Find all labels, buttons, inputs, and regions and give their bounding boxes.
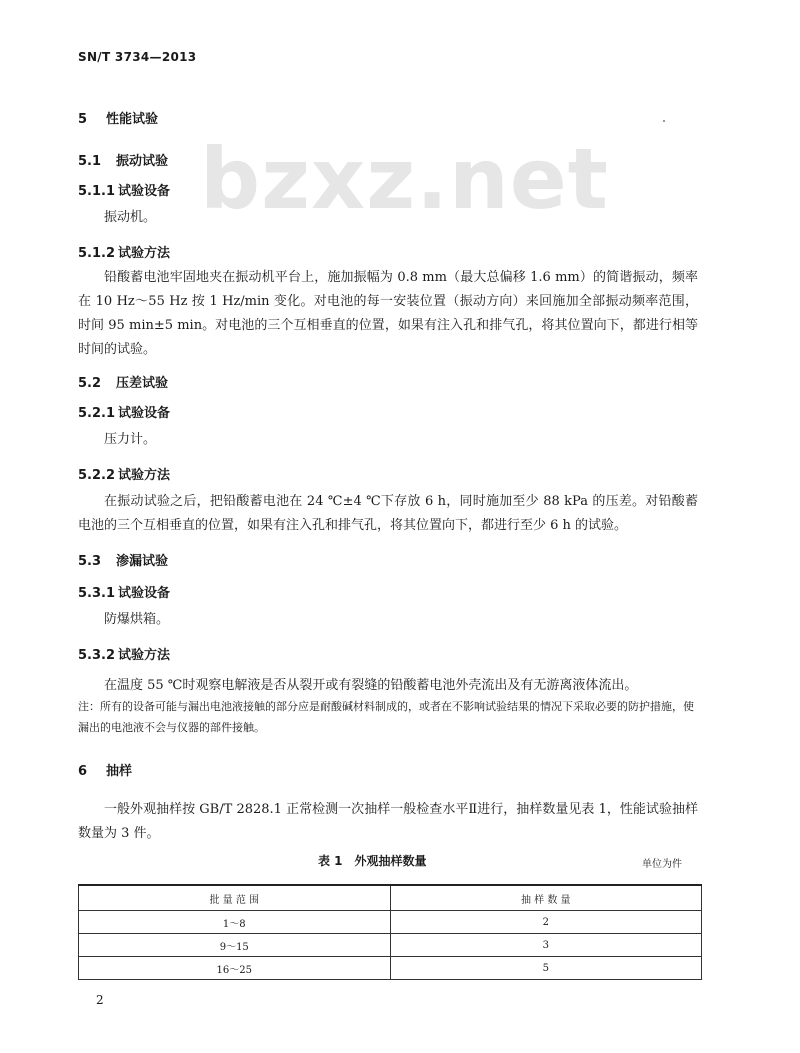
section-5-2-heading bbox=[78, 372, 168, 391]
section-number: 5.2.2 bbox=[78, 468, 116, 483]
note-text: 注：所有的设备可能与漏出电池液接触的部分应是耐酸碱材料制成的，或者在不影响试验结果的情况下采取必要的防护措施，使漏出的电池液不会与仪器的部件接触。 bbox=[78, 700, 694, 734]
section-title: 压差试验 bbox=[116, 376, 169, 391]
table-unit: 单位为件 bbox=[642, 859, 682, 870]
section-title: 振动试验 bbox=[116, 154, 169, 169]
cell-sample-count: 5 bbox=[390, 957, 702, 980]
header-batch-range: 批 量 范 围 bbox=[79, 885, 391, 911]
section-number: 5.3.2 bbox=[78, 648, 116, 663]
section-5-1-2-body: 铅酸蓄电池牢固地夹在振动机平台上，施加振幅为 0.8 mm（最大总偏移 1.6 mm）的简谐振动，频率在 10 Hz～55 Hz 按 1 Hz/min 变化。对电池的每一安装位置（振动方向）来回施加全部振动频率范围，时间 95 min±5 min。对电池的三个互相垂直的位置，如果有注入孔和排气孔，将其位置向下，都进行相等时间的试验。 bbox=[78, 270, 698, 357]
section-title: 试验方法 bbox=[118, 246, 171, 261]
section-5-3-1-heading bbox=[78, 582, 170, 601]
standard-code: SN/T 3734—2013 bbox=[78, 50, 197, 64]
section-5-1-1-heading bbox=[78, 180, 170, 199]
page-number: 2 bbox=[96, 993, 104, 1007]
section-5-1-2-heading bbox=[78, 242, 170, 261]
table-row bbox=[79, 957, 702, 980]
cell-sample-count: 3 bbox=[390, 934, 702, 957]
section-5-heading bbox=[78, 108, 158, 127]
section-title: 试验方法 bbox=[118, 468, 171, 483]
table-header-row bbox=[79, 885, 702, 911]
cell-sample-count: 2 bbox=[390, 911, 702, 934]
section-5-3-1-body: 防爆烘箱。 bbox=[104, 612, 170, 627]
cell-batch-range: 9～15 bbox=[79, 934, 391, 957]
section-number: 5.3 bbox=[78, 554, 102, 569]
section-5-3-2-heading bbox=[78, 644, 170, 663]
section-title: 渗漏试验 bbox=[116, 554, 169, 569]
section-number: 5.2.1 bbox=[78, 406, 116, 421]
section-number: 5.3.1 bbox=[78, 586, 116, 601]
section-5-3-heading bbox=[78, 550, 168, 569]
table-row bbox=[79, 911, 702, 934]
section-number: 5.1 bbox=[78, 154, 102, 169]
section-number: 6 bbox=[78, 764, 88, 779]
section-5-1-heading bbox=[78, 150, 168, 169]
table-title: 表 1 外观抽样数量 bbox=[318, 854, 427, 868]
section-5-2-2-heading bbox=[78, 464, 170, 483]
section-title: 试验方法 bbox=[118, 648, 171, 663]
cell-batch-range: 1～8 bbox=[79, 911, 391, 934]
section-6-heading bbox=[78, 760, 132, 779]
scan-speck bbox=[663, 120, 665, 122]
section-title: 抽样 bbox=[106, 764, 133, 779]
header-sample-count: 抽 样 数 量 bbox=[390, 885, 702, 911]
section-5-2-1-heading bbox=[78, 402, 170, 421]
section-5-3-2-body: 在温度 55 ℃时观察电解液是否从裂开或有裂缝的铅酸蓄电池外壳流出及有无游离液体流出。 bbox=[104, 678, 638, 693]
section-title: 性能试验 bbox=[106, 112, 159, 127]
section-6-body: 一般外观抽样按 GB/T 2828.1 正常检测一次抽样一般检查水平Ⅱ进行，抽样数量见表 1，性能试验抽样数量为 3 件。 bbox=[78, 802, 698, 841]
section-number: 5.1.2 bbox=[78, 246, 116, 261]
sampling-table bbox=[78, 884, 702, 980]
section-number: 5.2 bbox=[78, 376, 102, 391]
section-title: 试验设备 bbox=[118, 406, 171, 421]
section-5-2-2-body: 在振动试验之后，把铅酸蓄电池在 24 ℃±4 ℃下存放 6 h，同时施加至少 88 kPa 的压差。对铅酸蓄电池的三个互相垂直的位置，如果有注入孔和排气孔，将其位置向下，都进行至少 6 h 的试验。 bbox=[78, 494, 698, 533]
section-5-1-1-body: 振动机。 bbox=[104, 210, 157, 225]
section-title: 试验设备 bbox=[118, 586, 171, 601]
table-row bbox=[79, 934, 702, 957]
cell-batch-range: 16～25 bbox=[79, 957, 391, 980]
section-5-2-1-body: 压力计。 bbox=[104, 432, 157, 447]
section-title: 试验设备 bbox=[118, 184, 171, 199]
watermark: bzxz.net bbox=[200, 130, 609, 228]
section-number: 5.1.1 bbox=[78, 184, 116, 199]
section-number: 5 bbox=[78, 112, 88, 127]
